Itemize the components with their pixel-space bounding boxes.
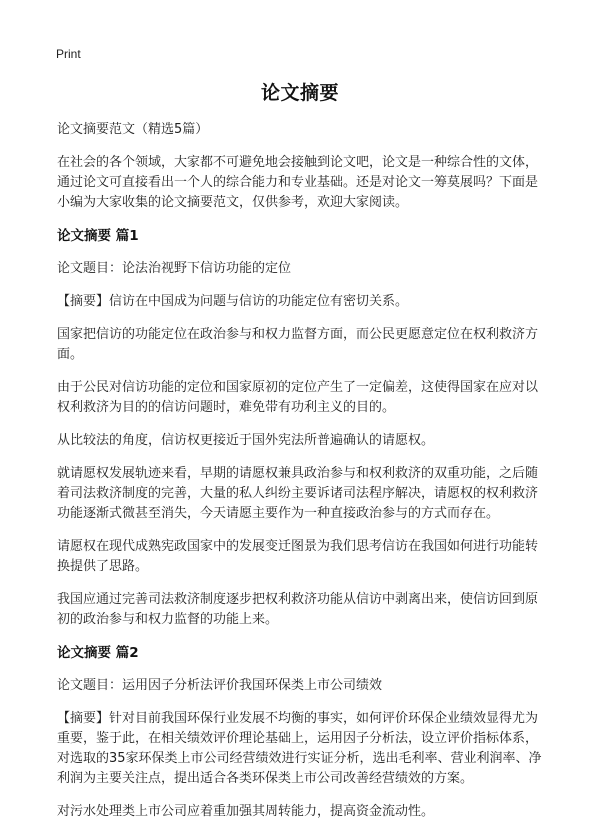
document-subtitle: 论文摘要范文（精选5篇） xyxy=(57,122,209,137)
print-label[interactable]: Print xyxy=(56,47,81,61)
section-1-topic: 论文题目：论法治视野下信访功能的定位 xyxy=(57,261,292,276)
section-1-paragraph: 我国应通过完善司法救济制度逐步把权利救济功能从信访中剥离出来，使信访回到原初的政治参与和权力监督的功能上来。 xyxy=(57,592,539,627)
section-2-heading: 论文摘要 篇2 xyxy=(57,645,139,661)
section-1-paragraph: 由于公民对信访功能的定位和国家原初的定位产生了一定偏差，这使得国家在应对以权利救济为目的的信访问题时，难免带有功利主义的目的。 xyxy=(57,380,539,415)
section-1-paragraph: 就请愿权发展轨迹来看，早期的请愿权兼具政治参与和权利救济的双重功能，之后随着司法救济制度的完善，大量的私人纠纷主要诉诸司法程序解决，请愿权的权利救济功能逐渐式微甚至消失，今天请愿主要作为一种直接政治参与的方式而存在。 xyxy=(57,466,539,521)
page-title: 论文摘要 xyxy=(260,82,339,104)
section-1-paragraph: 从比较法的角度，信访权更接近于国外宪法所普遍确认的请愿权。 xyxy=(57,433,435,448)
document-body xyxy=(57,120,549,835)
section-2-abstract: 【摘要】针对目前我国环保行业发展不均衡的事实，如何评价环保企业绩效显得尤为重要，鉴于此，在相关绩效评价理论基础上，运用因子分析法，设立评价指标体系，对选取的35家环保类上市公司经营绩效进行实证分析，选出毛利率、营业利润率、净利润为主要关注点，提出适合各类环保类上市公司改善经营绩效的方案。 xyxy=(57,711,542,786)
section-1-abstract: 【摘要】信访在中国成为问题与信访的功能定位有密切关系。 xyxy=(57,294,409,309)
intro-paragraph: 在社会的各个领域，大家都不可避免地会接触到论文吧，论文是一种综合性的文体，通过论文可直接看出一个人的综合能力和专业基础。还是对论文一筹莫展吗？下面是小编为大家收集的论文摘要范文，仅供参考，欢迎大家阅读。 xyxy=(57,155,539,210)
section-1-paragraph: 请愿权在现代成熟宪政国家中的发展变迁图景为我们思考信访在我国如何进行功能转换提供了思路。 xyxy=(57,539,539,574)
section-2-topic: 论文题目：运用因子分析法评价我国环保类上市公司绩效 xyxy=(57,678,383,693)
section-1-heading: 论文摘要 篇1 xyxy=(57,228,139,244)
section-1-paragraph: 国家把信访的功能定位在政治参与和权力监督方面，而公民更愿意定位在权利救济方面。 xyxy=(57,327,539,362)
section-2-paragraph: 对污水处理类上市公司应着重加强其周转能力，提高资金流动性。 xyxy=(57,804,435,819)
